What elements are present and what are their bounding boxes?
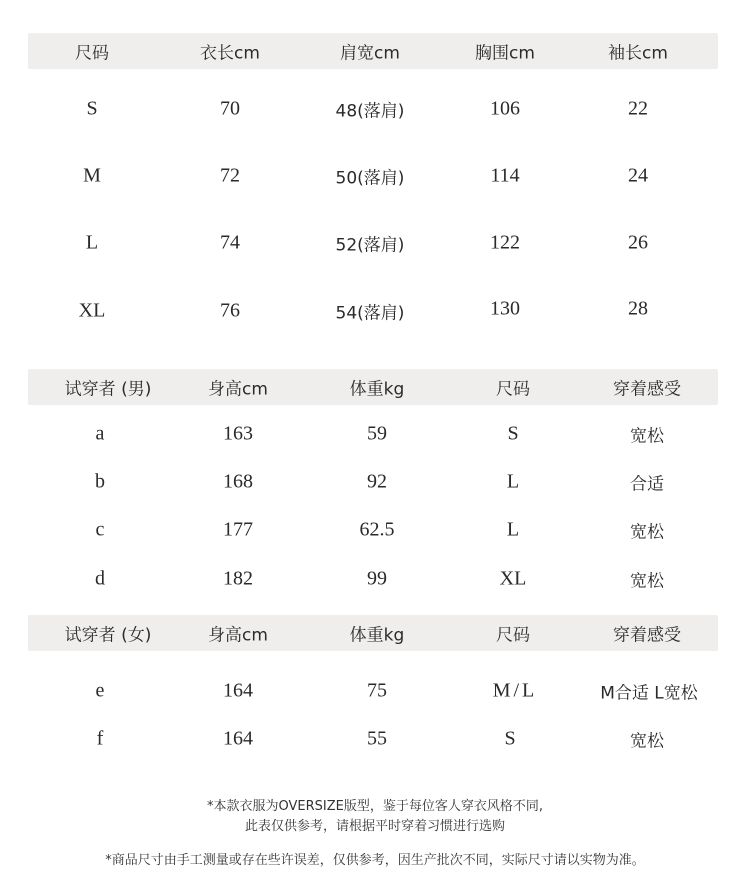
feel-cell: 宽松 <box>630 522 664 543</box>
tester-cell: e <box>95 679 105 702</box>
sleeve-cell: 22 <box>628 97 648 120</box>
height-cell: 164 <box>223 727 253 750</box>
shoulder-cell: 48(落肩) <box>335 101 405 122</box>
height-cell: 182 <box>223 567 253 590</box>
weight-cell: 75 <box>367 679 387 702</box>
male-header-tester: 试穿者 (男) <box>64 379 152 400</box>
weight-cell: 62.5 <box>359 518 395 541</box>
tester-cell: b <box>95 470 105 493</box>
length-cell: 76 <box>220 299 240 322</box>
size-header-size: 尺码 <box>75 43 109 64</box>
size-cell: M <box>83 164 101 187</box>
size-cell: L <box>506 470 520 493</box>
height-cell: 168 <box>223 470 253 493</box>
oversize-note-line2: 此表仅供参考，请根据平时穿着习惯进行选购 <box>244 819 505 834</box>
oversize-note-line1: *本款衣服为OVERSIZE版型，鉴于每位客人穿衣风格不同, <box>207 799 543 814</box>
feel-cell: 宽松 <box>630 571 664 592</box>
sleeve-cell: 24 <box>628 164 648 187</box>
tester-cell: c <box>95 518 105 541</box>
female-header-height: 身高cm <box>208 625 268 646</box>
shoulder-cell: 54(落肩) <box>335 303 405 324</box>
height-cell: 163 <box>223 422 253 445</box>
size-header-chest: 胸围cm <box>475 43 535 64</box>
female-header-feel: 穿着感受 <box>613 625 681 646</box>
tester-cell: a <box>95 422 105 445</box>
size-cell: M/L <box>492 679 538 702</box>
male-header-weight: 体重kg <box>349 379 405 400</box>
size-header-length: 衣长cm <box>200 43 260 64</box>
length-cell: 70 <box>220 97 240 120</box>
weight-cell: 92 <box>367 470 387 493</box>
tester-cell: f <box>96 727 104 750</box>
shoulder-cell: 50(落肩) <box>335 168 405 189</box>
height-cell: 164 <box>223 679 253 702</box>
size-cell: S <box>507 422 519 445</box>
weight-cell: 59 <box>367 422 387 445</box>
size-header-sleeve: 袖长cm <box>608 43 668 64</box>
sleeve-cell: 26 <box>628 231 648 254</box>
height-cell: 177 <box>223 518 253 541</box>
size-header-shoulder: 肩宽cm <box>340 43 400 64</box>
length-cell: 74 <box>220 231 240 254</box>
chest-cell: 122 <box>490 231 520 254</box>
shoulder-cell: 52(落肩) <box>335 235 405 256</box>
feel-cell: 宽松 <box>630 731 664 752</box>
male-header-size: 尺码 <box>496 379 530 400</box>
size-cell: L <box>506 518 520 541</box>
chest-cell: 114 <box>490 164 520 187</box>
size-cell: S <box>86 97 98 120</box>
weight-cell: 99 <box>367 567 387 590</box>
size-cell: L <box>85 231 99 254</box>
female-header-tester: 试穿者 (女) <box>64 625 152 646</box>
length-cell: 72 <box>220 164 240 187</box>
female-header-size: 尺码 <box>496 625 530 646</box>
size-cell: S <box>504 727 516 750</box>
measurement-disclaimer: *商品尺寸由手工测量或存在些许误差，仅供参考，因生产批次不同，实际尺寸请以实物为准。 <box>105 853 645 868</box>
male-header-height: 身高cm <box>208 379 268 400</box>
weight-cell: 55 <box>367 727 387 750</box>
size-cell: XL <box>78 299 106 322</box>
sleeve-cell: 28 <box>628 297 648 320</box>
female-header-weight: 体重kg <box>349 625 405 646</box>
tester-cell: d <box>95 567 105 590</box>
chest-cell: 106 <box>490 97 520 120</box>
male-header-feel: 穿着感受 <box>613 379 681 400</box>
size-cell: XL <box>499 567 527 590</box>
chest-cell: 130 <box>490 297 520 320</box>
feel-cell: M合适 L宽松 <box>600 683 698 704</box>
feel-cell: 合适 <box>630 474 664 495</box>
feel-cell: 宽松 <box>630 426 664 447</box>
